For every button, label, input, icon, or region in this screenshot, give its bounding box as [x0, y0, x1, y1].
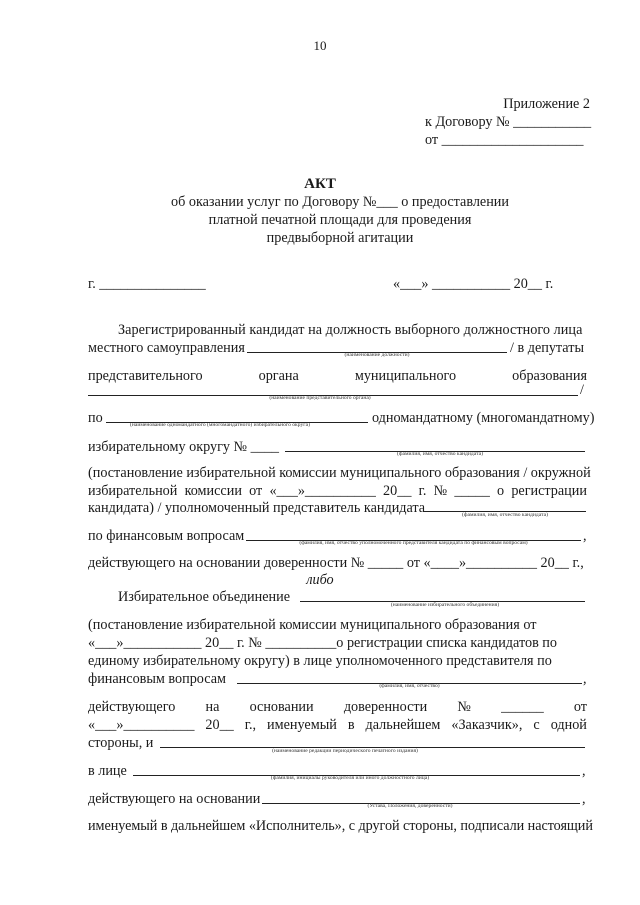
p6-l2-w8: с — [533, 717, 540, 733]
appendix-title: Приложение 2 — [503, 96, 590, 112]
p6-l2-w3: г., — [244, 717, 257, 733]
p1-line5-right: одномандатному (многомандатному) — [372, 410, 595, 426]
note-candidate-fio2: (фамилия, имя, отчество кандидата) — [462, 512, 548, 518]
appendix-contract-date: от ____________________ — [425, 132, 584, 148]
p2-w1: избирательной — [88, 483, 178, 499]
p2-w7: № — [433, 483, 448, 499]
note-candidate-fio: (фамилия, имя, отчество кандидата) — [397, 451, 483, 457]
p6-l2-w4: именуемый — [267, 717, 337, 733]
p7-line1-end: , — [582, 763, 586, 779]
p2-w10: регистрации — [511, 483, 587, 499]
p1-line4-end: / — [580, 382, 584, 398]
p1-line3-w4: образования — [512, 368, 587, 384]
p5-line4: финансовым вопросам — [88, 671, 226, 687]
p3-line1: по финансовым вопросам — [88, 528, 245, 544]
p6-l2-w1: «___»__________ — [88, 717, 195, 733]
p6-w2: на — [205, 699, 220, 715]
candidate2-underline — [424, 500, 586, 512]
note-district-name: (наименование одномандатного (многомандатного) избирательного округа) — [130, 422, 310, 428]
p1-line2-right: / в депутаты — [510, 340, 584, 356]
p2-w4: «___»__________ — [269, 483, 376, 499]
p1-line3-w1: представительного — [88, 368, 203, 384]
p1-line5-left: по — [88, 410, 103, 426]
or-word: либо — [306, 572, 334, 588]
p2-w2: комиссии — [184, 483, 242, 499]
note-rep-body: (наименование представительного органа) — [269, 395, 371, 401]
association-underline — [300, 590, 585, 602]
act-title-line3: предвыборной агитации — [266, 230, 414, 246]
page-number: 10 — [313, 38, 327, 53]
p6-l2-w7: «Заказчик», — [451, 717, 523, 733]
p2-w8: _____ — [454, 483, 490, 499]
act-title-line1: об оказании услуг по Договору №___ о предоставлении — [171, 194, 509, 210]
p2-w6: г. — [418, 483, 427, 499]
act-date-field: «___» ___________ 20__ г. — [393, 276, 554, 292]
p1-line1: Зарегистрированный кандидат на должность выборного должностного лица — [118, 322, 583, 338]
p6-w1: действующего — [88, 699, 176, 715]
p1-line3 — [88, 368, 587, 384]
city-field: г. _______________ — [88, 276, 206, 292]
p6-l2-w5: в — [347, 717, 355, 733]
note-fio: (фамилия, имя, отчество) — [379, 683, 440, 689]
note-rep-fio: (фамилия, имя, отчество уполномоченного представителя кандидата по финансовым вопросам) — [299, 540, 528, 546]
act-heading: АКТ — [304, 176, 336, 192]
act-title-line2: платной печатной площади для проведения — [208, 212, 472, 228]
editorial-underline — [160, 736, 585, 748]
p6-w4: доверенности — [343, 699, 428, 715]
p6-line3: стороны, и — [88, 735, 154, 751]
note-position: (наименование должности) — [344, 352, 410, 358]
p6-l2-w9: одной — [550, 717, 587, 733]
note-editorial: (наименование редакции периодического печатного издания) — [272, 748, 418, 754]
p3-line1-end: , — [583, 528, 587, 544]
p6-w3: основании — [249, 699, 314, 715]
p2-w3: от — [249, 483, 263, 499]
appendix-contract-number: к Договору № ___________ — [425, 114, 592, 130]
p2-line3: кандидата) / уполномоченный представитель кандидата — [88, 500, 426, 516]
p6-line2 — [88, 717, 587, 733]
p7-line1: в лице — [88, 763, 127, 779]
p2-line2 — [88, 483, 587, 499]
note-association: (наименование избирательного объединения) — [390, 602, 500, 608]
p5-line3: единому избирательному округу) в лице уполномоченного представителя по — [88, 653, 552, 669]
p1-line6-left: избирательному округу № ____ — [88, 439, 280, 455]
p6-l2-w6: дальнейшем — [365, 717, 441, 733]
p6-w7: от — [573, 699, 587, 715]
p6-l2-w2: 20__ — [205, 717, 234, 733]
p5-line4-end: , — [583, 671, 587, 687]
p1-line3-w3: муниципального — [354, 368, 457, 384]
p5-line1: (постановление избирательной комиссии муниципального образования от — [88, 617, 537, 633]
p5-line2: «___»___________ 20__ г. № __________о регистрации списка кандидатов по — [88, 635, 557, 651]
p2-w5: 20__ — [383, 483, 412, 499]
p7-line2: действующего на основании — [88, 791, 261, 807]
p6-w5: № — [457, 699, 471, 715]
note-head: (фамилия, инициалы руководителя или иного должностного лица) — [270, 775, 430, 781]
p8-line1: именуемый в дальнейшем «Исполнитель», с другой стороны, подписали настоящий — [88, 818, 593, 834]
p3-line2: действующего на основании доверенности № _____ от «____»__________ 20__ г., — [88, 555, 584, 571]
p7-line2-end: , — [582, 791, 586, 807]
p1-line2-left: местного самоуправления — [88, 340, 245, 356]
p2-line1: (постановление избирательной комиссии муниципального образования / окружной — [88, 465, 591, 481]
p2-w9: о — [497, 483, 505, 499]
p6-line1 — [88, 699, 587, 715]
note-basis: (Устава, Положения, доверенности) — [367, 803, 453, 809]
p4-line1: Избирательное объединение — [118, 589, 291, 605]
p6-w6: ______ — [501, 699, 544, 715]
p1-line3-w2: органа — [258, 368, 299, 384]
